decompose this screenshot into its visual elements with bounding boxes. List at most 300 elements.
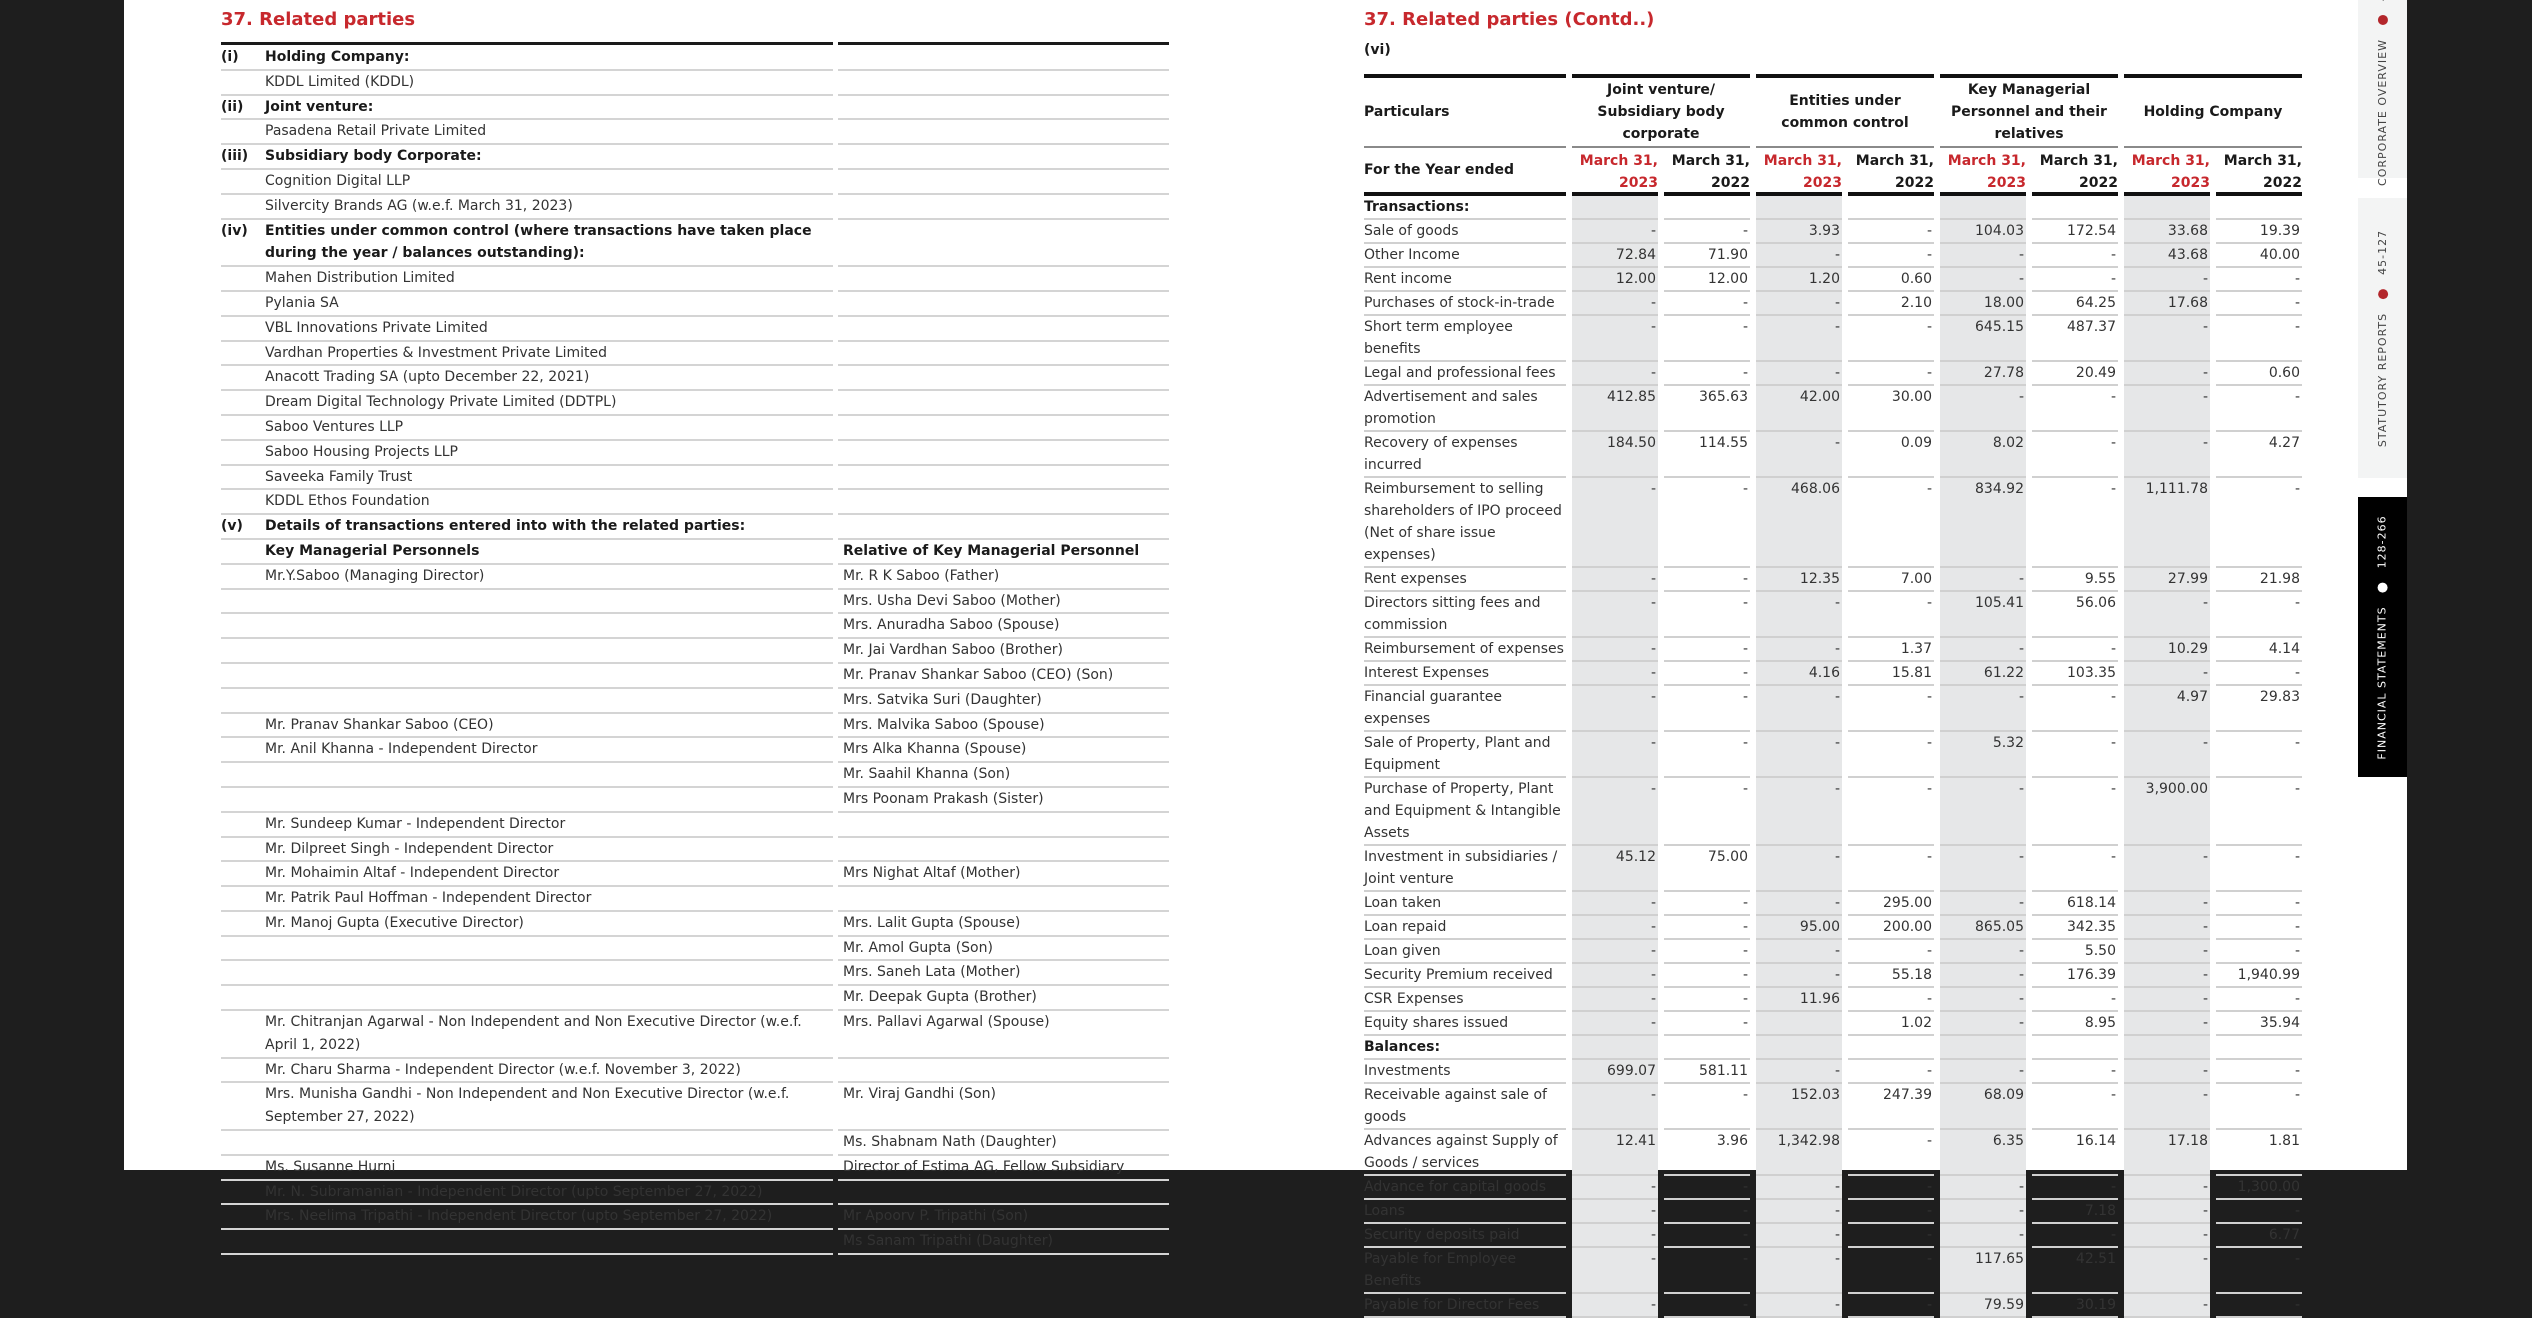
list-item <box>221 1083 1291 1131</box>
item-number <box>221 1156 265 1179</box>
value-cell: 45.12 <box>1572 846 1658 892</box>
party-name: Mr. N. Subramanian - Independent Director (upto September 27, 2022) <box>265 1183 763 1200</box>
party-cell <box>221 195 833 220</box>
item-number: (ii) <box>221 98 244 115</box>
list-item <box>221 590 1291 615</box>
relative-cell <box>838 788 1169 813</box>
value-cell: - <box>1572 220 1658 244</box>
table-row <box>1364 1248 2312 1294</box>
value-cell: - <box>2032 386 2118 432</box>
value-cell: 56.06 <box>2032 592 2118 638</box>
value-cell: 5.50 <box>2032 940 2118 964</box>
party-cell <box>221 763 833 788</box>
row-label: Payable for Employee Benefits <box>1364 1248 1566 1294</box>
value-cell <box>2124 1036 2210 1060</box>
list-item <box>221 714 1291 739</box>
value-cell: 342.35 <box>2032 916 2118 940</box>
party-cell <box>221 441 833 466</box>
value-cell: - <box>1664 362 1750 386</box>
table-row <box>1364 1294 2312 1318</box>
value-cell: - <box>1940 686 2026 732</box>
relative-cell <box>838 466 1169 491</box>
value-cell: - <box>1940 988 2026 1012</box>
row-label: Loan repaid <box>1364 916 1566 940</box>
value-cell: 21.98 <box>2216 568 2302 592</box>
table-row <box>1364 916 2312 940</box>
value-cell: - <box>2124 892 2210 916</box>
party-name: Entities under common control (where transactions have taken place during the year / balances outstanding): <box>265 222 812 262</box>
value-cell: 7.00 <box>1848 568 1934 592</box>
value-cell: - <box>1756 892 1842 916</box>
list-item <box>221 342 1291 367</box>
party-name <box>265 614 833 637</box>
row-label: Receivable against sale of goods <box>1364 1084 1566 1130</box>
item-number <box>221 738 265 761</box>
tab-pages: 45-127 <box>2376 229 2390 275</box>
item-number <box>221 1205 265 1228</box>
value-cell <box>2124 196 2210 220</box>
list-item <box>221 170 1291 195</box>
item-number <box>221 540 265 563</box>
value-cell: - <box>1848 1200 1934 1224</box>
value-cell: 17.18 <box>2124 1130 2210 1176</box>
relative-name: Mr. Jai Vardhan Saboo (Brother) <box>843 642 1063 659</box>
value-cell: 103.35 <box>2032 662 2118 686</box>
value-cell: - <box>1756 592 1842 638</box>
party-name: KDDL Limited (KDDL) <box>265 73 415 90</box>
relative-name: Mr. Pranav Shankar Saboo (CEO) (Son) <box>843 666 1114 683</box>
value-cell: - <box>1572 292 1658 316</box>
value-cell: - <box>1664 1200 1750 1224</box>
row-label: Sale of Property, Plant and Equipment <box>1364 732 1566 778</box>
party-name: Pasadena Retail Private Limited <box>265 123 487 140</box>
value-cell: 1,300.00 <box>2216 1176 2302 1200</box>
value-cell: - <box>2124 732 2210 778</box>
value-cell: - <box>2216 1200 2302 1224</box>
value-cell: - <box>1664 478 1750 568</box>
item-number <box>221 1059 265 1082</box>
list-item <box>221 1011 1291 1059</box>
table-row <box>1364 478 2312 568</box>
value-cell: 3,900.00 <box>2124 778 2210 846</box>
party-name: Mrs. Munisha Gandhi - Non Independent and Non Executive Director (w.e.f. September 27, 2022) <box>265 1086 790 1126</box>
value-cell: - <box>1756 1060 1842 1084</box>
relative-cell <box>838 366 1169 391</box>
value-cell: 618.14 <box>2032 892 2118 916</box>
value-cell: - <box>1848 988 1934 1012</box>
party-name: Silvercity Brands AG (w.e.f. March 31, 2023) <box>265 197 573 214</box>
row-label: Security Premium received <box>1364 964 1566 988</box>
relative-name: Mrs. Lalit Gupta (Spouse) <box>843 914 1021 931</box>
party-cell <box>221 590 833 615</box>
value-cell: 412.85 <box>1572 386 1658 432</box>
item-number: (i) <box>221 49 239 65</box>
list-item <box>221 887 1291 912</box>
value-cell: 0.60 <box>2216 362 2302 386</box>
party-cell <box>221 887 833 912</box>
row-label: Short term employee benefits <box>1364 316 1566 362</box>
relative-cell <box>838 391 1169 416</box>
row-label: Loan taken <box>1364 892 1566 916</box>
value-cell: - <box>1572 1248 1658 1294</box>
row-label: Other Income <box>1364 244 1566 268</box>
value-cell: - <box>1664 778 1750 846</box>
value-cell: 27.78 <box>1940 362 2026 386</box>
value-cell: 114.55 <box>1664 432 1750 478</box>
party-cell <box>221 1181 833 1206</box>
item-number <box>221 788 265 811</box>
value-cell <box>2032 196 2118 220</box>
value-cell: - <box>1848 846 1934 892</box>
value-cell: - <box>2124 1294 2210 1318</box>
value-cell <box>1756 196 1842 220</box>
party-cell <box>221 1083 833 1131</box>
value-cell: - <box>1756 1248 1842 1294</box>
party-cell <box>221 664 833 689</box>
value-cell: - <box>2124 1084 2210 1130</box>
relative-name: Mr. Deepak Gupta (Brother) <box>843 989 1037 1006</box>
list-item <box>221 937 1291 962</box>
table-row <box>1364 268 2312 292</box>
value-cell: 12.41 <box>1572 1130 1658 1176</box>
list-item <box>221 1156 1291 1181</box>
party-cell <box>221 639 833 664</box>
value-cell: - <box>1664 292 1750 316</box>
party-cell <box>221 391 833 416</box>
table-row <box>1364 244 2312 268</box>
value-cell: - <box>1664 592 1750 638</box>
relative-cell <box>838 267 1169 292</box>
item-number <box>221 838 265 861</box>
list-item <box>221 738 1291 763</box>
header-year-ended: For the Year ended <box>1364 148 1566 196</box>
value-cell: - <box>1572 568 1658 592</box>
value-cell: 3.93 <box>1756 220 1842 244</box>
value-cell: 12.00 <box>1664 268 1750 292</box>
header-year-current: March 31, 2023 <box>1940 148 2026 196</box>
party-cell <box>221 788 833 813</box>
list-item <box>221 763 1291 788</box>
value-cell: - <box>2124 362 2210 386</box>
value-cell: - <box>2124 1224 2210 1248</box>
value-cell: - <box>1756 1200 1842 1224</box>
relative-cell <box>838 195 1169 220</box>
value-cell: - <box>2124 846 2210 892</box>
value-cell: 75.00 <box>1664 846 1750 892</box>
value-cell: - <box>2032 846 2118 892</box>
relative-cell <box>838 1059 1169 1084</box>
party-cell <box>221 614 833 639</box>
value-cell: - <box>1940 244 2026 268</box>
relative-cell <box>838 590 1169 615</box>
relative-name: Director of Estima AG, Fellow Subsidiary <box>843 1158 1125 1175</box>
relative-cell <box>838 1230 1169 1255</box>
value-cell: - <box>1848 1130 1934 1176</box>
item-number <box>221 590 265 613</box>
table-row <box>1364 686 2312 732</box>
value-cell: - <box>1572 592 1658 638</box>
value-cell: - <box>1664 940 1750 964</box>
table-year-header <box>1364 148 2312 196</box>
value-cell: - <box>1848 478 1934 568</box>
item-number <box>221 466 265 489</box>
section-tabs <box>2358 0 2407 1170</box>
value-cell: - <box>1848 686 1934 732</box>
value-cell: 2.10 <box>1848 292 1934 316</box>
party-name <box>265 986 833 1009</box>
value-cell: - <box>1664 316 1750 362</box>
value-cell: 1,940.99 <box>2216 964 2302 988</box>
value-cell: 18.00 <box>1940 292 2026 316</box>
table-row <box>1364 964 2312 988</box>
value-cell: - <box>1756 846 1842 892</box>
item-number <box>221 1011 265 1057</box>
value-cell: 1.20 <box>1756 268 1842 292</box>
relative-cell <box>838 96 1169 121</box>
party-cell <box>221 540 833 565</box>
value-cell: - <box>1940 568 2026 592</box>
value-cell: - <box>1940 1200 2026 1224</box>
relative-name: Mrs. Satvika Suri (Daughter) <box>843 691 1042 708</box>
party-name <box>265 763 833 786</box>
relative-cell <box>838 937 1169 962</box>
tab-pages <box>2376 0 2389 1</box>
value-cell: 33.68 <box>2124 220 2210 244</box>
list-item <box>221 639 1291 664</box>
value-cell: - <box>1940 1012 2026 1036</box>
value-cell: - <box>1664 686 1750 732</box>
value-cell: - <box>1940 1224 2026 1248</box>
value-cell: - <box>2124 940 2210 964</box>
value-cell <box>1664 1036 1750 1060</box>
table-row <box>1364 220 2312 244</box>
row-label: Directors sitting fees and commission <box>1364 592 1566 638</box>
row-label: Sale of goods <box>1364 220 1566 244</box>
list-item <box>221 788 1291 813</box>
bullet-dot-icon <box>2378 288 2388 298</box>
value-cell: - <box>2216 846 2302 892</box>
relative-cell <box>838 515 1169 540</box>
value-cell: - <box>1572 988 1658 1012</box>
value-cell: 42.51 <box>2032 1248 2118 1294</box>
value-cell <box>1940 1036 2026 1060</box>
list-item <box>221 71 1291 96</box>
value-cell: - <box>1572 940 1658 964</box>
tab-statutory-reports[interactable] <box>2358 198 2407 478</box>
party-cell <box>221 120 833 145</box>
party-name: Vardhan Properties & Investment Private Limited <box>265 344 608 361</box>
list-item <box>221 1205 1291 1230</box>
relative-cell <box>838 120 1169 145</box>
header-year-current: March 31, 2023 <box>1756 148 1842 196</box>
relative-cell <box>838 961 1169 986</box>
relative-cell <box>838 738 1169 763</box>
list-item <box>221 961 1291 986</box>
value-cell: 15.81 <box>1848 662 1934 686</box>
value-cell: 9.55 <box>2032 568 2118 592</box>
value-cell: - <box>1848 316 1934 362</box>
value-cell: - <box>2124 662 2210 686</box>
value-cell: 0.60 <box>1848 268 1934 292</box>
value-cell: - <box>2216 940 2302 964</box>
relative-cell <box>838 170 1169 195</box>
value-cell: - <box>1756 432 1842 478</box>
value-cell: - <box>1572 686 1658 732</box>
item-number <box>221 961 265 984</box>
value-cell: - <box>1756 1176 1842 1200</box>
value-cell: 30.00 <box>1848 386 1934 432</box>
value-cell: 20.49 <box>2032 362 2118 386</box>
value-cell: 4.97 <box>2124 686 2210 732</box>
value-cell: - <box>1664 988 1750 1012</box>
value-cell: - <box>1848 592 1934 638</box>
value-cell: - <box>2124 1200 2210 1224</box>
list-item <box>221 292 1291 317</box>
list-item <box>221 366 1291 391</box>
party-name <box>265 590 833 613</box>
value-cell: 172.54 <box>2032 220 2118 244</box>
value-cell: - <box>2216 916 2302 940</box>
value-cell: - <box>1848 1248 1934 1294</box>
party-cell <box>221 912 833 937</box>
item-number <box>221 1230 265 1253</box>
value-cell: - <box>1572 892 1658 916</box>
value-cell: - <box>1572 1176 1658 1200</box>
value-cell: - <box>2032 478 2118 568</box>
row-label: Loans <box>1364 1200 1566 1224</box>
value-cell: - <box>1664 1012 1750 1036</box>
item-number <box>221 342 265 365</box>
value-cell: 1,111.78 <box>2124 478 2210 568</box>
value-cell: 64.25 <box>2032 292 2118 316</box>
party-cell <box>221 96 833 121</box>
value-cell: 105.41 <box>1940 592 2026 638</box>
item-number <box>221 986 265 1009</box>
table-row <box>1364 1176 2312 1200</box>
value-cell: - <box>1572 778 1658 846</box>
value-cell: - <box>1572 662 1658 686</box>
list-item <box>221 664 1291 689</box>
value-cell: - <box>1940 778 2026 846</box>
relative-name: Ms Sanam Tripathi (Daughter) <box>843 1233 1053 1250</box>
list-item <box>221 96 1291 121</box>
value-cell: 8.95 <box>2032 1012 2118 1036</box>
value-cell: - <box>1940 638 2026 662</box>
party-cell <box>221 170 833 195</box>
value-cell: - <box>2216 1294 2302 1318</box>
relative-cell <box>838 565 1169 590</box>
value-cell: 152.03 <box>1756 1084 1842 1130</box>
value-cell: 35.94 <box>2216 1012 2302 1036</box>
value-cell: 468.06 <box>1756 478 1842 568</box>
party-name: Saboo Housing Projects LLP <box>265 443 458 460</box>
party-name: Ms. Susanne Hurni <box>265 1158 396 1175</box>
value-cell: 55.18 <box>1848 964 1934 988</box>
relative-cell <box>838 292 1169 317</box>
row-label: Advertisement and sales promotion <box>1364 386 1566 432</box>
value-cell: - <box>2124 386 2210 432</box>
item-number <box>221 887 265 910</box>
row-label: CSR Expenses <box>1364 988 1566 1012</box>
value-cell: 43.68 <box>2124 244 2210 268</box>
party-name: Mr. Chitranjan Agarwal - Non Independent and Non Executive Director (w.e.f. April 1, 2022) <box>265 1014 802 1053</box>
header-group-holding: Holding Company <box>2124 74 2302 148</box>
value-cell: - <box>2032 268 2118 292</box>
value-cell: 4.27 <box>2216 432 2302 478</box>
related-parties-list <box>221 42 1291 1255</box>
party-name: Mr. Sundeep Kumar - Independent Director <box>265 815 566 832</box>
relative-cell <box>838 1011 1169 1059</box>
value-cell: - <box>1940 964 2026 988</box>
value-cell: - <box>1572 1200 1658 1224</box>
value-cell: 11.96 <box>1756 988 1842 1012</box>
header-year-previous: March 31, 2022 <box>1848 148 1934 196</box>
party-cell <box>221 961 833 986</box>
value-cell: 71.90 <box>1664 244 1750 268</box>
value-cell: - <box>1572 1084 1658 1130</box>
transactions-table <box>1364 74 2312 1318</box>
item-number <box>221 639 265 662</box>
table-row <box>1364 1084 2312 1130</box>
value-cell: 6.77 <box>2216 1224 2302 1248</box>
party-name: Dream Digital Technology Private Limited (DDTPL) <box>265 394 617 411</box>
relative-cell <box>838 813 1169 838</box>
table-row <box>1364 892 2312 916</box>
value-cell: 6.35 <box>1940 1130 2026 1176</box>
value-cell: - <box>1940 940 2026 964</box>
relative-cell <box>838 639 1169 664</box>
item-number <box>221 614 265 637</box>
value-cell: - <box>1572 1294 1658 1318</box>
item-number <box>221 267 265 290</box>
table-section-row <box>1364 196 2312 220</box>
row-label: Investment in subsidiaries / Joint venture <box>1364 846 1566 892</box>
party-cell <box>221 416 833 441</box>
value-cell: - <box>1940 1176 2026 1200</box>
value-cell: 699.07 <box>1572 1060 1658 1084</box>
value-cell: - <box>2124 988 2210 1012</box>
value-cell: - <box>1664 1248 1750 1294</box>
section-title: 37. Related parties <box>221 9 416 30</box>
party-name: Key Managerial Personnels <box>265 542 480 559</box>
relative-cell <box>838 416 1169 441</box>
item-number <box>221 1131 265 1154</box>
relative-cell <box>838 540 1169 565</box>
party-cell <box>221 986 833 1011</box>
tab-financial-statements[interactable] <box>2358 497 2407 777</box>
row-label: Equity shares issued <box>1364 1012 1566 1036</box>
tab-corporate-overview[interactable] <box>2358 0 2407 186</box>
value-cell: - <box>1756 1224 1842 1248</box>
party-cell <box>221 220 833 268</box>
header-year-previous: March 31, 2022 <box>2216 148 2302 196</box>
party-cell <box>221 838 833 863</box>
value-cell: 27.99 <box>2124 568 2210 592</box>
row-label: Reimbursement of expenses <box>1364 638 1566 662</box>
value-cell: - <box>2124 916 2210 940</box>
list-item <box>221 195 1291 220</box>
value-cell <box>1848 196 1934 220</box>
value-cell: - <box>1572 478 1658 568</box>
item-number <box>221 490 265 513</box>
party-cell <box>221 71 833 96</box>
header-year-current: March 31, 2023 <box>2124 148 2210 196</box>
value-cell: - <box>1664 964 1750 988</box>
party-cell <box>221 145 833 170</box>
party-name: Details of transactions entered into with the related parties: <box>265 518 746 535</box>
table-row <box>1364 778 2312 846</box>
party-cell <box>221 366 833 391</box>
